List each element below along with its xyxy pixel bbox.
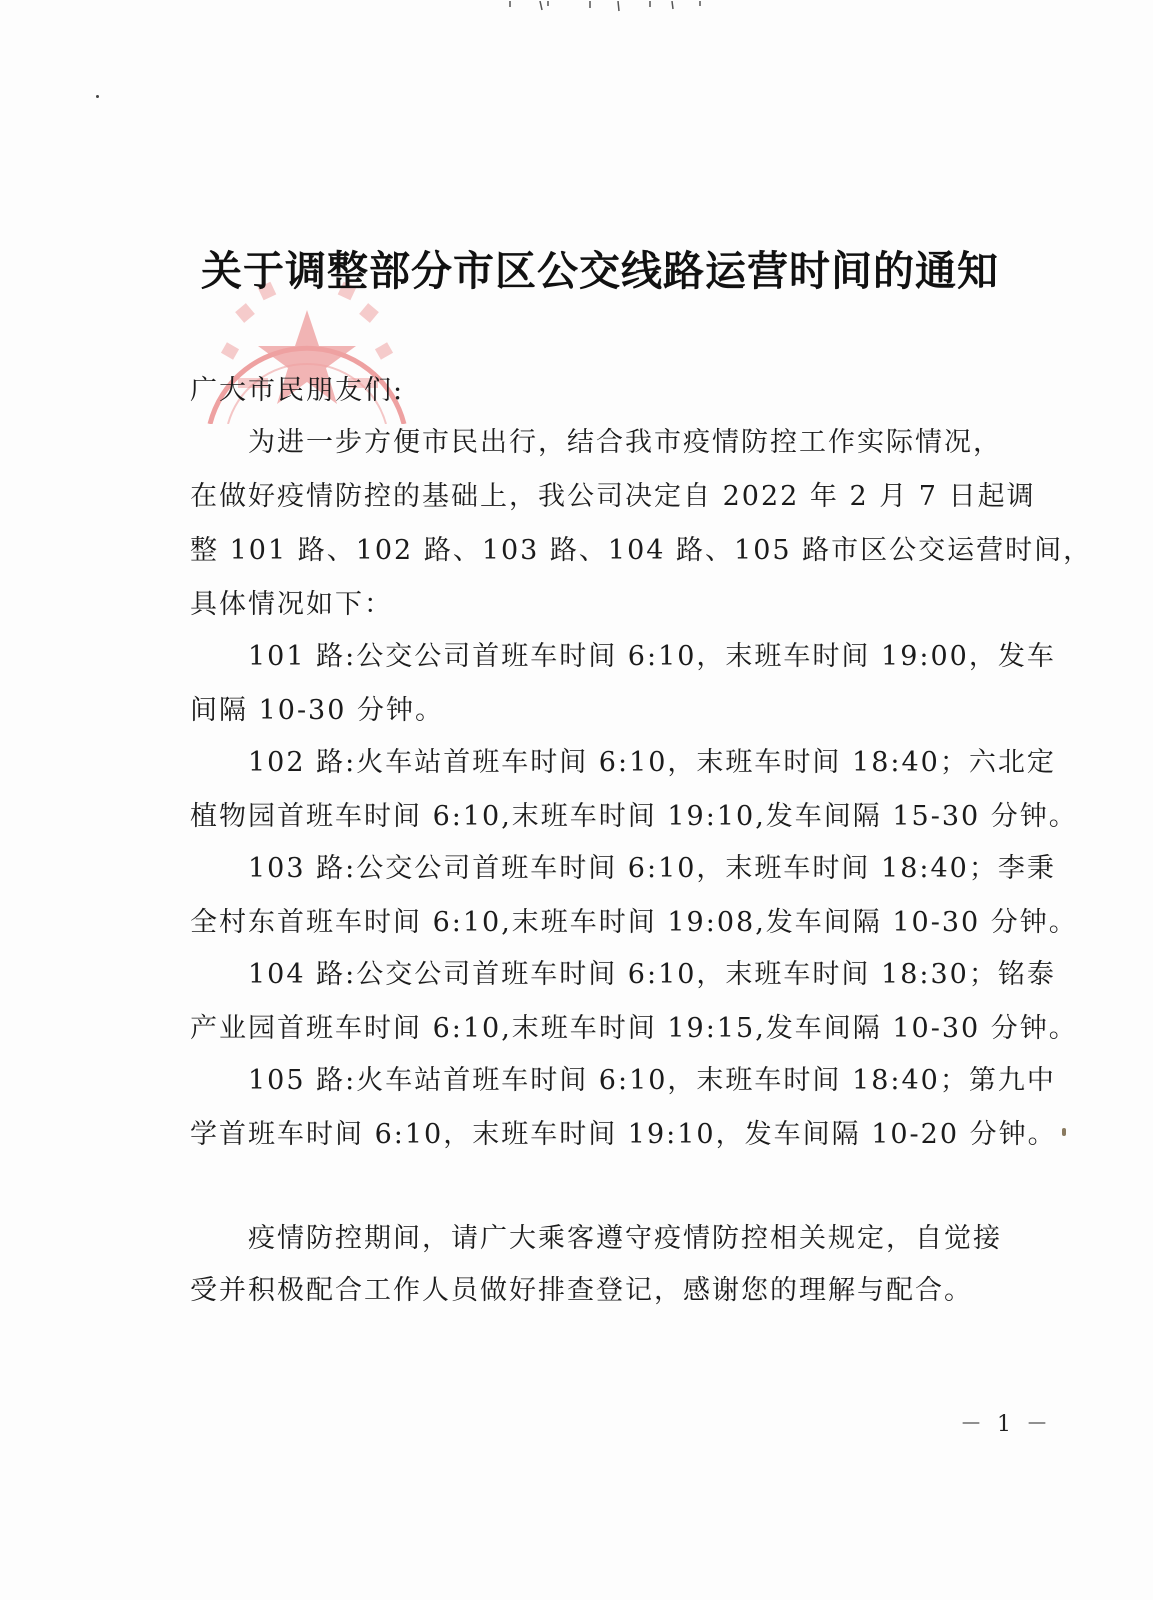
route-105-line: 学首班车时间 6:10，末班车时间 19:10，发车间隔 10-20 分钟。 xyxy=(190,1119,1057,1150)
route-104-line: 产业园首班车时间 6:10,末班车时间 19:15,发车间隔 10-30 分钟。 xyxy=(190,1013,1078,1044)
route-103-line: 全村东首班车时间 6:10,末班车时间 19:08,发车间隔 10-30 分钟。 xyxy=(190,907,1078,938)
route-102-line: 102 路:火车站首班车时间 6:10，末班车时间 18:40；六北定 xyxy=(248,747,1056,778)
scan-artifact xyxy=(500,0,720,14)
intro-line: 为进一步方便市民出行，结合我市疫情防控工作实际情况， xyxy=(248,427,1002,458)
intro-line: 具体情况如下： xyxy=(190,589,393,620)
intro-line: 整 101 路、102 路、103 路、104 路、105 路市区公交运营时间， xyxy=(190,535,1093,566)
closing-line: 受并积极配合工作人员做好排查登记，感谢您的理解与配合。 xyxy=(190,1275,973,1306)
route-101-line: 101 路:公交公司首班车时间 6:10，末班车时间 19:00，发车 xyxy=(248,641,1056,672)
scan-speck xyxy=(1062,1128,1066,1136)
notice-title: 关于调整部分市区公交线路运营时间的通知 xyxy=(201,247,999,295)
closing-line: 疫情防控期间，请广大乘客遵守疫情防控相关规定，自觉接 xyxy=(248,1223,1002,1254)
route-101-line: 间隔 10-30 分钟。 xyxy=(190,695,445,726)
page-number: － 1 － xyxy=(960,1412,1052,1437)
intro-line: 在做好疫情防控的基础上，我公司决定自 2022 年 2 月 7 日起调 xyxy=(190,481,1036,512)
salutation: 广大市民朋友们: xyxy=(190,375,405,406)
route-105-line: 105 路:火车站首班车时间 6:10，末班车时间 18:40；第九中 xyxy=(248,1065,1056,1096)
route-102-line: 植物园首班车时间 6:10,末班车时间 19:10,发车间隔 15-30 分钟。 xyxy=(190,801,1078,832)
scan-speck xyxy=(96,95,99,98)
route-104-line: 104 路:公交公司首班车时间 6:10，末班车时间 18:30；铭泰 xyxy=(248,959,1056,990)
route-103-line: 103 路:公交公司首班车时间 6:10，末班车时间 18:40；李秉 xyxy=(248,853,1056,884)
